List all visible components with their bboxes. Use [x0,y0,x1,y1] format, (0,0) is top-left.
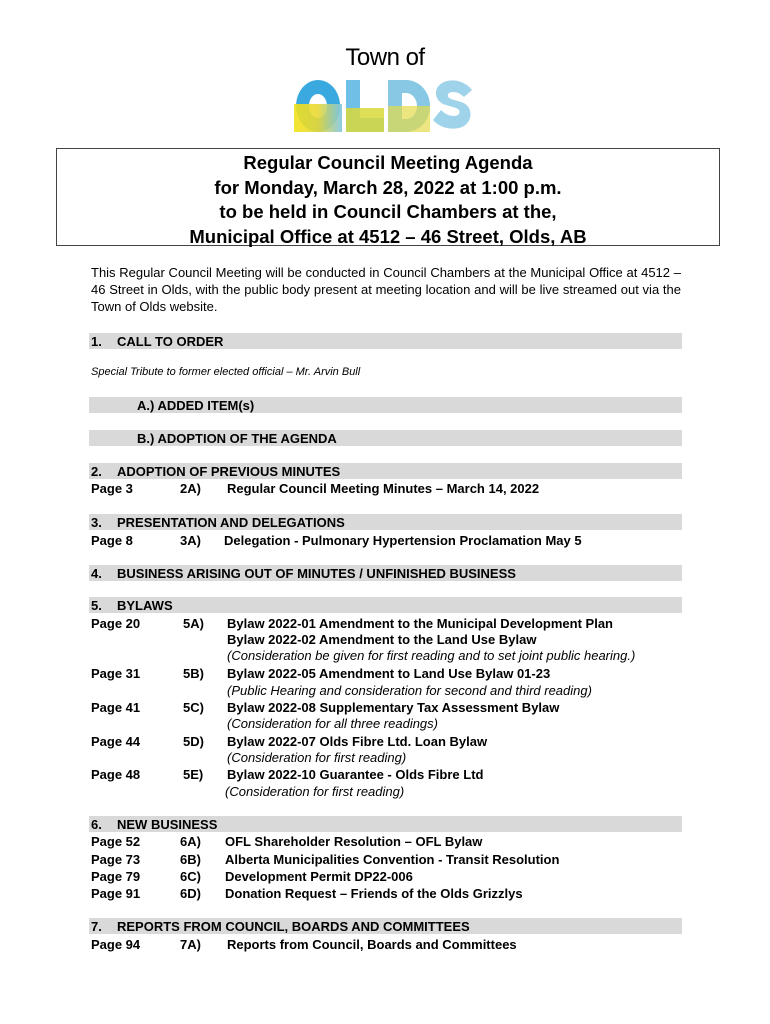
item-text: Reports from Council, Boards and Committees [227,937,517,952]
section-3-number: 3. [91,515,102,530]
title-line-4: Municipal Office at 4512 – 46 Street, Olds, AB [189,225,587,247]
section-2-number: 2. [91,464,102,479]
adoption-agenda-heading: B.) ADOPTION OF THE AGENDA [137,431,337,446]
item-number: 5C) [183,700,204,715]
item-text: Bylaw 2022-07 Olds Fibre Ltd. Loan Bylaw [227,734,488,749]
section-7-number: 7. [91,919,102,934]
section-7-title: REPORTS FROM COUNCIL, BOARDS AND COMMITTEES [117,919,470,934]
section-bar-5 [89,597,682,613]
page-ref: Page 91 [91,886,141,901]
page-ref: Page 52 [91,834,141,849]
item-note: (Public Hearing and consideration for second and third reading) [227,683,592,698]
item-number: 3A) [180,533,201,548]
item-text: Bylaw 2022-10 Guarantee - Olds Fibre Ltd [227,767,484,782]
item-number: 6C) [180,869,201,884]
page-ref: Page 3 [91,481,133,496]
item-number: 5E) [183,767,204,782]
item-number: 6B) [180,852,201,867]
section-6-title: NEW BUSINESS [117,817,218,832]
item-text: Regular Council Meeting Minutes – March 14, 2022 [227,481,540,496]
page-ref: Page 94 [91,937,141,952]
agenda-title-box [56,148,720,246]
page-ref: Page 79 [91,869,141,884]
section-4-number: 4. [91,566,102,581]
page-ref: Page 8 [91,533,133,548]
section-1-number: 1. [91,334,102,349]
item-note: (Consideration be given for first reading and to set joint public hearing.) [227,648,636,663]
olds-logo-graphic [294,78,476,134]
item-text: Development Permit DP22-006 [225,869,413,884]
page-ref: Page 20 [91,616,141,631]
item-number: 7A) [180,937,201,952]
item-note: (Consideration for all three readings) [227,716,438,731]
page-ref: Page 48 [91,767,141,782]
page-ref: Page 73 [91,852,141,867]
logo-town-of: Town of [345,44,425,71]
item-number: 2A) [180,481,201,496]
added-items-heading: A.) ADDED ITEM(s) [137,398,255,413]
special-tribute-note: Special Tribute to former elected official – Mr. Arvin Bull [91,366,361,378]
section-2-title: ADOPTION OF PREVIOUS MINUTES [117,464,341,479]
page-ref: Page 31 [91,666,141,681]
item-text-2: Bylaw 2022-02 Amendment to the Land Use Bylaw [227,632,537,647]
section-4-title: BUSINESS ARISING OUT OF MINUTES / UNFINISHED BUSINESS [117,566,516,581]
item-note: (Consideration for first reading) [227,750,407,765]
section-3-title: PRESENTATION AND DELEGATIONS [117,515,345,530]
item-number: 5A) [183,616,204,631]
section-5-number: 5. [91,598,102,613]
title-line-1: Regular Council Meeting Agenda [243,152,533,173]
item-note: (Consideration for first reading) [225,784,405,799]
item-text: Alberta Municipalities Convention - Transit Resolution [225,852,560,867]
item-text: Bylaw 2022-05 Amendment to Land Use Bylaw 01-23 [227,666,551,681]
title-line-3: to be held in Council Chambers at the, [219,201,557,222]
item-number: 5D) [183,734,204,749]
item-number: 6A) [180,834,201,849]
page-ref: Page 44 [91,734,141,749]
item-text: Donation Request – Friends of the Olds Grizzlys [225,886,523,901]
section-6-number: 6. [91,817,102,832]
town-logo [290,44,480,136]
item-number: 5B) [183,666,204,681]
item-text: OFL Shareholder Resolution – OFL Bylaw [225,834,483,849]
item-number: 6D) [180,886,201,901]
item-text: Bylaw 2022-08 Supplementary Tax Assessment Bylaw [227,700,560,715]
page-ref: Page 41 [91,700,141,715]
section-1-title: CALL TO ORDER [117,334,224,349]
section-5-title: BYLAWS [117,598,173,613]
title-line-2: for Monday, March 28, 2022 at 1:00 p.m. [214,176,562,198]
item-text: Delegation - Pulmonary Hypertension Proclamation May 5 [224,533,582,548]
item-text: Bylaw 2022-01 Amendment to the Municipal Development Plan [227,616,614,631]
intro-paragraph: This Regular Council Meeting will be conducted in Council Chambers at the Municipal Office at 4512 – 46 Street in Olds, with the public body present at meeting location and will be live streamed out via the Town of Olds website. [91,265,681,314]
